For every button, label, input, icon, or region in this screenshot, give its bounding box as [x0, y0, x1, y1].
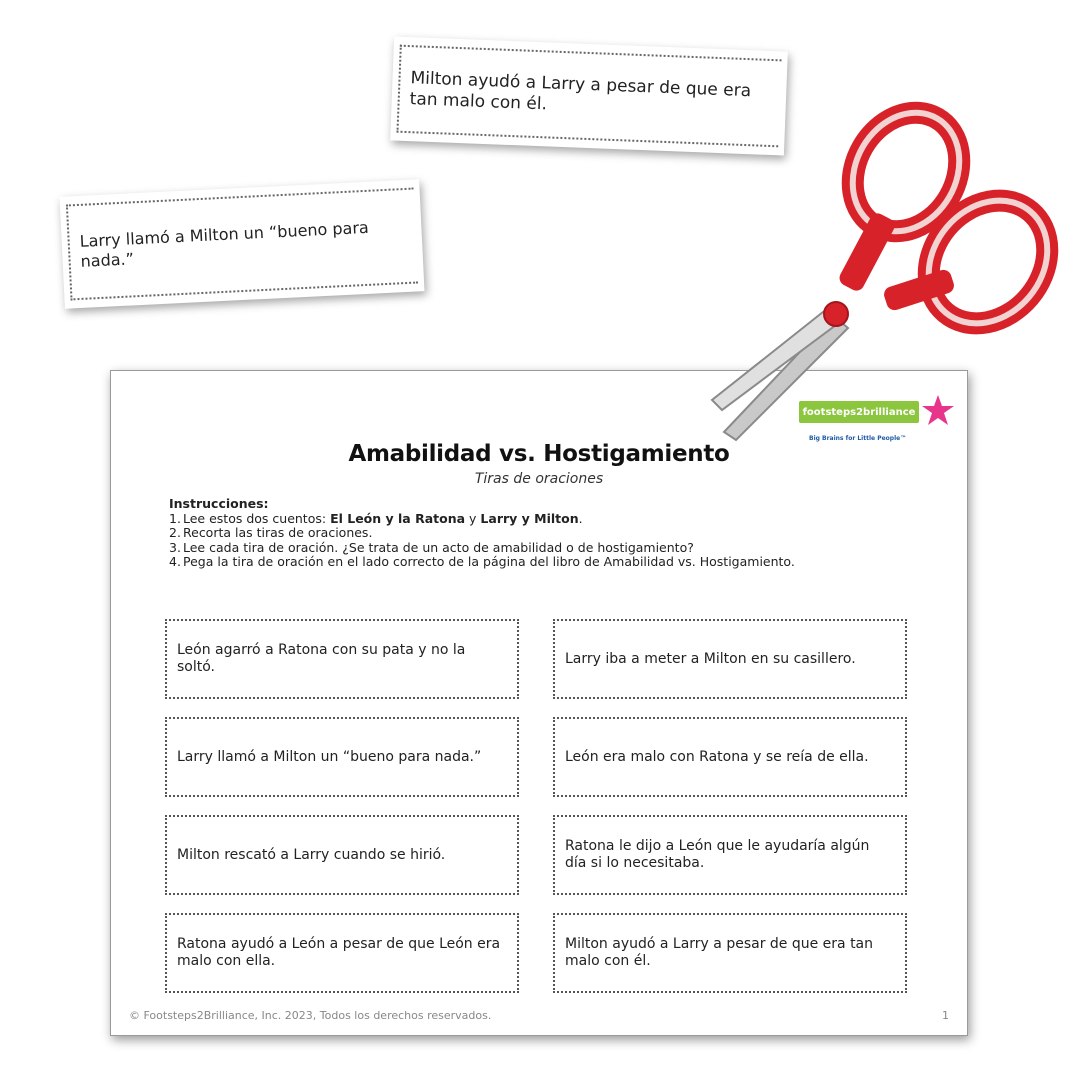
instruction-text-part: Pega la tira de oración en el lado correcto de la página del libro de Amabilidad vs. Hostigamiento. [183, 554, 795, 569]
copyright-footer: © Footsteps2Brilliance, Inc. 2023, Todos los derechos reservados. [129, 1009, 492, 1022]
sentence-strip[interactable]: León agarró a Ratona con su pata y no la soltó. [165, 619, 519, 699]
instruction-item [169, 541, 909, 556]
page-number: 1 [942, 1009, 949, 1022]
sentence-strip[interactable]: Larry iba a meter a Milton en su casillero. [553, 619, 907, 699]
logo-tagline: Big Brains for Little People™ [809, 435, 907, 442]
instruction-text-part: Recorta las tiras de oraciones. [183, 525, 373, 540]
instruction-bold-text: El León y la Ratona [330, 510, 466, 526]
instruction-item [169, 526, 909, 541]
sentence-strip[interactable]: Ratona le dijo a León que le ayudaría algún día si lo necesitaba. [553, 815, 907, 895]
instruction-text-part: y [465, 510, 481, 526]
scissors-icon [706, 92, 1066, 462]
instruction-text [183, 555, 795, 570]
instructions [169, 497, 909, 570]
instruction-number: 4. [169, 554, 181, 569]
instruction-text-part: Lee estos dos cuentos: [183, 510, 331, 526]
sentence-strip[interactable]: Milton ayudó a Larry a pesar de que era tan malo con él. [553, 913, 907, 993]
sentence-strip[interactable]: Ratona ayudó a León a pesar de que León era malo con ella. [165, 913, 519, 993]
cut-strip-text: Larry llamó a Milton un “bueno para nada.” [66, 188, 418, 301]
instruction-number: 2. [169, 525, 181, 540]
worksheet-title: Amabilidad vs. Hostigamiento [348, 441, 730, 467]
worksheet-subtitle: Tiras de oraciones [474, 471, 604, 487]
instruction-text [183, 526, 372, 541]
worksheet-page [110, 370, 968, 1036]
instruction-bold-text: Larry y Milton [480, 510, 579, 526]
sentence-strip[interactable]: Milton rescató a Larry cuando se hirió. [165, 815, 519, 895]
instruction-text-part: Lee cada tira de oración. ¿Se trata de un acto de amabilidad o de hostigamiento? [183, 539, 694, 555]
instruction-item [169, 555, 909, 570]
instruction-number: 3. [169, 539, 181, 555]
instruction-text [183, 541, 694, 556]
instruction-item [169, 512, 909, 527]
cut-strip-larry[interactable] [59, 179, 424, 308]
instructions-list [169, 512, 909, 570]
cut-strip-text: Milton ayudó a Larry a pesar de que era tan malo con él. [396, 45, 781, 148]
instructions-heading: Instrucciones: [169, 496, 269, 511]
sentence-strip[interactable]: Larry llamó a Milton un “bueno para nada.” [165, 717, 519, 797]
instruction-number: 1. [169, 510, 181, 526]
logo-wordmark: footsteps2brilliance [799, 401, 919, 423]
sentence-strip[interactable]: León era malo con Ratona y se reía de ella. [553, 717, 907, 797]
instruction-text-part: . [578, 510, 583, 526]
instruction-text [183, 512, 583, 527]
